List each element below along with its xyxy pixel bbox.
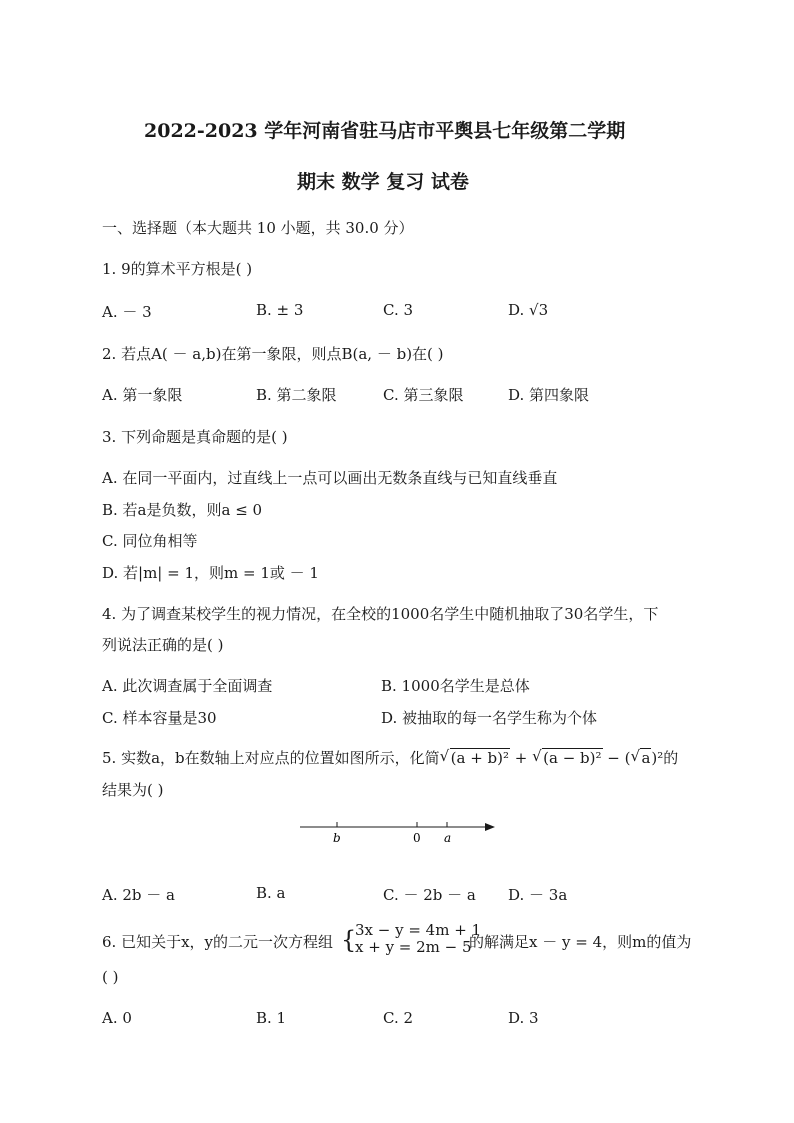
q6-option-c: C. 2 [383,1009,414,1027]
question-6-stem-pre: 6. 已知关于x，y的二元一次方程组 [102,933,334,951]
q1-option-b: B. ± 3 [256,301,304,319]
q6-option-d: D. 3 [508,1009,539,1027]
question-5-stem-line2: 结果为( ) [102,781,164,799]
label-0: 0 [413,831,421,845]
question-1-stem: 1. 9的算术平方根是( ) [102,260,253,278]
label-b: b [333,831,341,845]
q2-option-d: D. 第四象限 [508,386,590,404]
q3-option-d: D. 若|m| = 1，则m = 1或 － 1 [102,564,319,582]
question-2-stem: 2. 若点A( － a,b)在第一象限，则点B(a, － b)在( ) [102,345,444,363]
q5-option-a: A. 2b － a [102,886,175,904]
question-5-stem-line1: 5. 实数a，b在数轴上对应点的位置如图所示，化简√ (a + b)² + √ (a − b)² − (√ a)²的 [102,747,678,768]
equation-1: 3x − y = 4m + 1 [355,921,482,939]
system-brace: { [341,926,357,954]
q3-option-b: B. 若a是负数，则a ≤ 0 [102,501,263,519]
q5-stem-text: 5. 实数a，b在数轴上对应点的位置如图所示，化简 [102,749,440,767]
q3-option-c: C. 同位角相等 [102,532,198,550]
q5-option-c: C. － 2b － a [383,886,476,904]
question-6-stem-post: 的解满足x － y = 4，则m的值为 [469,933,692,951]
q1-option-a: A. － 3 [102,303,152,321]
q1-option-c: C. 3 [383,301,414,319]
section-heading: 一、选择题（本大题共 10 小题，共 30.0 分） [102,219,414,237]
q2-option-c: C. 第三象限 [383,386,464,404]
q4-option-c: C. 样本容量是30 [102,709,217,727]
q2-option-a: A. 第一象限 [102,386,183,404]
q4-option-d: D. 被抽取的每一名学生称为个体 [381,709,598,727]
label-a: a [444,831,452,845]
exam-title-line1: 2022-2023 学年河南省驻马店市平舆县七年级第二学期 [144,120,626,142]
q5-option-b: B. a [256,884,286,902]
question-4-stem-line2: 列说法正确的是( ) [102,636,224,654]
equation-2: x + y = 2m − 5 [355,938,472,956]
question-6-stem-line2: ( ) [102,968,119,986]
q1-option-d: D. √3 [508,301,549,319]
q5-option-d: D. － 3a [508,886,568,904]
q6-option-b: B. 1 [256,1009,287,1027]
exam-title-line2: 期末 数学 复习 试卷 [297,171,469,193]
question-3-stem: 3. 下列命题是真命题的是( ) [102,428,288,446]
number-line-arrow [485,823,495,831]
q4-option-a: A. 此次调查属于全面调查 [102,677,273,695]
radical-1: √ (a + b)² [440,749,510,767]
question-4-stem-line1: 4. 为了调查某校学生的视力情况，在全校的1000名学生中随机抽取了30名学生，下 [102,605,659,623]
q4-option-b: B. 1000名学生是总体 [381,677,530,695]
q2-option-b: B. 第二象限 [256,386,337,404]
radical-3: √ a [630,749,651,767]
number-line-figure [295,815,505,850]
q3-option-a: A. 在同一平面内，过直线上一点可以画出无数条直线与已知直线垂直 [102,469,558,487]
q6-option-a: A. 0 [102,1009,132,1027]
equation-system [355,922,481,956]
radical-2: √ (a − b)² [532,749,602,767]
